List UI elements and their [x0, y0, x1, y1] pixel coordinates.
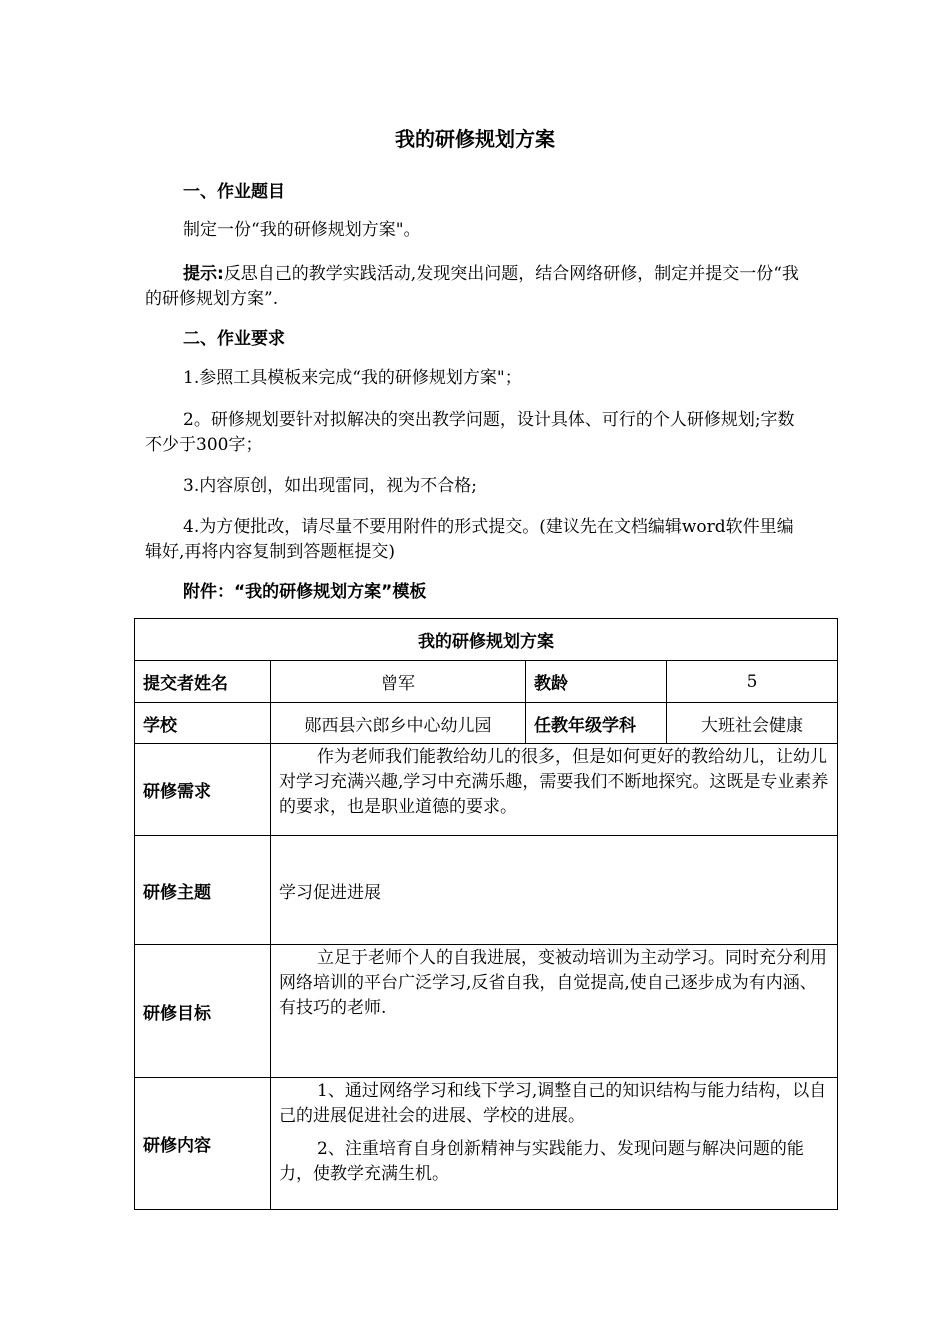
content-paragraph-1: 1、通过网络学习和线下学习,调整自己的知识结构与能力结构，以自己的进展促进社会的进展、学校的进展。: [279, 1081, 827, 1126]
subject-label: 任教年级学科: [526, 703, 667, 744]
requirement-4: 4.为方便批改，请尽量不要用附件的形式提交。(建议先在文档编辑word软件里编辑好,再将内容复制到答题框提交): [145, 517, 794, 562]
requirement-3: 3.内容原创，如出现雷同，视为不合格;: [183, 476, 477, 496]
name-label: 提交者姓名: [135, 661, 271, 703]
content-row: [135, 1078, 838, 1210]
name-row: [135, 661, 838, 703]
name-value: 曾军: [271, 661, 526, 703]
school-value: 郧西县六郎乡中心幼儿园: [271, 703, 526, 744]
hint-paragraph: [145, 262, 810, 312]
section1-heading: 一、作业题目: [183, 182, 285, 202]
need-text: 作为老师我们能教给幼儿的很多，但是如何更好的教给幼儿，让幼儿对学习充满兴趣,学习中充满乐趣，需要我们不断地探究。这既是专业素养的要求，也是职业道德的要求。: [279, 747, 829, 817]
content-paragraph-2: 2、注重培育自身创新精神与实践能力、发现问题与解决问题的能力，使教学充满生机。: [279, 1139, 804, 1184]
school-row: [135, 703, 838, 744]
section2-heading: 二、作业要求: [183, 329, 285, 349]
form-title-row: [135, 619, 838, 661]
requirement-2: 2。研修规划要针对拟解决的突出教学问题，设计具体、可行的个人研修规划;字数不少于300字；: [145, 410, 795, 455]
hint-text: 反思自己的教学实践活动,发现突出问题，结合网络研修，制定并提交一份“我的研修规划方案”.: [145, 264, 799, 309]
content-label: 研修内容: [135, 1078, 271, 1210]
goal-row: [135, 945, 838, 1078]
theme-row: [135, 836, 838, 945]
goal-label: 研修目标: [135, 945, 271, 1078]
document-title: 我的研修规划方案: [395, 127, 555, 151]
subject-value: 大班社会健康: [667, 703, 838, 744]
theme-text: 学习促进进展: [271, 836, 838, 945]
years-label: 教龄: [526, 661, 667, 703]
need-label: 研修需求: [135, 744, 271, 836]
content-cell: [271, 1078, 838, 1210]
attachment-heading: 附件：“我的研修规划方案”模板: [183, 582, 427, 602]
need-row: [135, 744, 838, 836]
hint-label: 提示:: [183, 264, 224, 284]
task-text: 制定一份“我的研修规划方案"。: [183, 220, 421, 240]
plan-form-table: [134, 618, 838, 1210]
form-title: 我的研修规划方案: [135, 619, 838, 661]
school-label: 学校: [135, 703, 271, 744]
theme-label: 研修主题: [135, 836, 271, 945]
goal-text: 立足于老师个人的自我进展，变被动培训为主动学习。同时充分利用网络培训的平台广泛学习,反省自我，自觉提高,使自己逐步成为有内涵、有技巧的老师.: [279, 948, 827, 1018]
requirement-1: 1.参照工具模板来完成“我的研修规划方案"；: [183, 368, 522, 388]
goal-cell: [271, 945, 838, 1078]
years-value: 5: [667, 661, 838, 703]
need-cell: [271, 744, 838, 836]
